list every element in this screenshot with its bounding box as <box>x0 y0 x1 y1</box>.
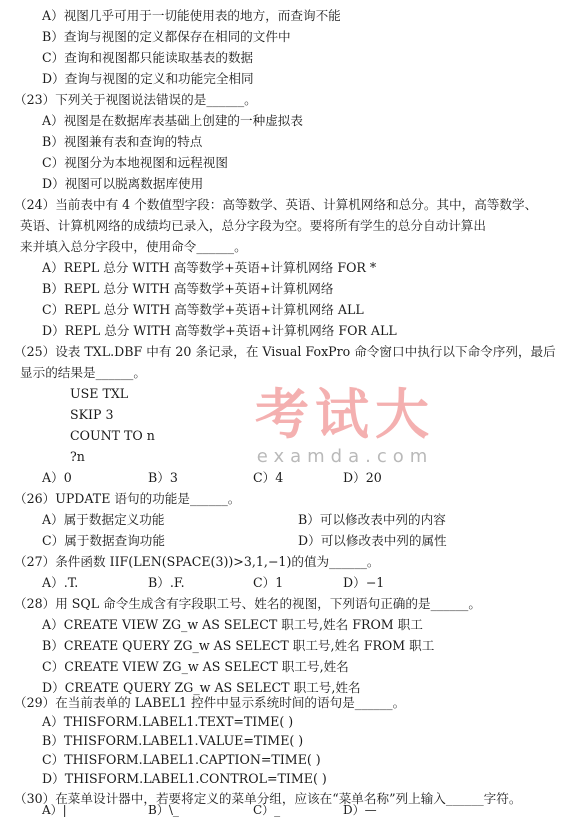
q24-option-a: A）REPL 总分 WITH 高等数学+英语+计算机网络 FOR * <box>42 260 377 275</box>
q30-option-d: D）— <box>343 803 377 817</box>
q30-option-c: C）_ <box>253 803 281 817</box>
q27-option-d: D）−1 <box>343 575 385 590</box>
q25-option-b: B）3 <box>148 470 178 485</box>
q26-option-a: A）属于数据定义功能 <box>42 512 165 527</box>
q26-option-c: C）属于数据查询功能 <box>42 533 165 548</box>
q28-option-d: D）CREATE QUERY ZG_w AS SELECT 职工号,姓名 <box>42 680 361 695</box>
q24-stem-3: 来并填入总分字段中，使用命令______。 <box>20 239 247 254</box>
q27-options <box>0 573 586 593</box>
q30-options <box>0 803 586 817</box>
q26-stem: （26）UPDATE 语句的功能是______。 <box>14 491 241 506</box>
q23-stem: （23）下列关于视图说法错误的是______。 <box>14 92 257 107</box>
q29-option-c: C）THISFORM.LABEL1.CAPTION=TIME( ) <box>42 752 321 767</box>
q28-option-c: C）CREATE VIEW ZG_w AS SELECT 职工号,姓名 <box>42 659 349 674</box>
q29-option-b: B）THISFORM.LABEL1.VALUE=TIME( ) <box>42 733 304 748</box>
q25-stem-1: （25）设表 TXL.DBF 中有 20 条记录，在 Visual FoxPro 命令窗口中执行以下命令序列，最后 <box>14 344 556 359</box>
q24-option-c: C）REPL 总分 WITH 高等数学+英语+计算机网络 ALL <box>42 302 364 317</box>
q26-options-row-1 <box>0 510 586 530</box>
watermark-logo-text: 考试大 <box>255 383 435 446</box>
q28-option-b: B）CREATE QUERY ZG_w AS SELECT 职工号,姓名 FROM 职工 <box>42 638 435 653</box>
q26-option-d: D）可以修改表中列的属性 <box>298 533 447 548</box>
q22-option-d: D）查询与视图的定义和功能完全相同 <box>42 71 254 86</box>
q25-option-c: C）4 <box>253 470 284 485</box>
q23-option-b: B）视图兼有表和查询的特点 <box>42 134 203 149</box>
q24-stem-2: 英语、计算机网络的成绩均已录入，总分字段为空。要将所有学生的总分自动计算出 <box>20 218 486 233</box>
q23-option-c: C）视图分为本地视图和远程视图 <box>42 155 228 170</box>
q25-code-line-3: COUNT TO n <box>70 428 155 443</box>
q26-options-row-2 <box>0 531 586 551</box>
q25-code-line-4: ?n <box>70 449 85 464</box>
q22-option-a: A）视图几乎可用于一切能使用表的地方，而查询不能 <box>42 8 341 23</box>
q25-stem-2: 显示的结果是______。 <box>20 365 146 380</box>
q25-code-line-2: SKIP 3 <box>70 407 114 422</box>
q27-stem: （27）条件函数 IIF(LEN(SPACE(3))>3,1,−1)的值为______。 <box>14 554 380 569</box>
q30-stem: （30）在菜单设计器中，若要将定义的菜单分组，应该在“菜单名称”列上输入______字符。 <box>14 792 522 806</box>
q29-stem: （29）在当前表单的 LABEL1 控件中显示系统时间的语句是______。 <box>14 695 406 710</box>
q29-option-d: D）THISFORM.LABEL1.CONTROL=TIME( ) <box>42 771 327 786</box>
q22-option-c: C）查询和视图都只能读取基表的数据 <box>42 50 254 65</box>
q27-option-c: C）1 <box>253 575 284 590</box>
q29-option-a: A）THISFORM.LABEL1.TEXT=TIME( ) <box>42 714 294 729</box>
q27-option-b: B）.F. <box>148 575 185 590</box>
q24-option-b: B）REPL 总分 WITH 高等数学+英语+计算机网络 <box>42 281 334 296</box>
q30-option-a: A）| <box>42 803 67 817</box>
q23-option-d: D）视图可以脱离数据库使用 <box>42 176 204 191</box>
q28-stem: （28）用 SQL 命令生成含有字段职工号、姓名的视图，下列语句正确的是______。 <box>14 596 481 611</box>
watermark <box>230 385 460 475</box>
q24-stem-1: （24）当前表中有 4 个数值型字段：高等数学、英语、计算机网络和总分。其中，高等数学、 <box>14 197 538 212</box>
q25-option-d: D）20 <box>343 470 382 485</box>
q26-option-b: B）可以修改表中列的内容 <box>298 512 446 527</box>
q25-option-a: A）0 <box>42 470 72 485</box>
q28-option-a: A）CREATE VIEW ZG_w AS SELECT 职工号,姓名 FROM 职工 <box>42 617 423 632</box>
q25-code-line-1: USE TXL <box>70 386 129 401</box>
q24-option-d: D）REPL 总分 WITH 高等数学+英语+计算机网络 FOR ALL <box>42 323 397 338</box>
q30-option-b: B）\_ <box>148 803 179 817</box>
q27-option-a: A）.T. <box>42 575 79 590</box>
watermark-site: examda.com <box>256 446 434 467</box>
q23-option-a: A）视图是在数据库表基础上创建的一种虚拟表 <box>42 113 303 128</box>
q22-option-b: B）查询与视图的定义都保存在相同的文件中 <box>42 29 291 44</box>
